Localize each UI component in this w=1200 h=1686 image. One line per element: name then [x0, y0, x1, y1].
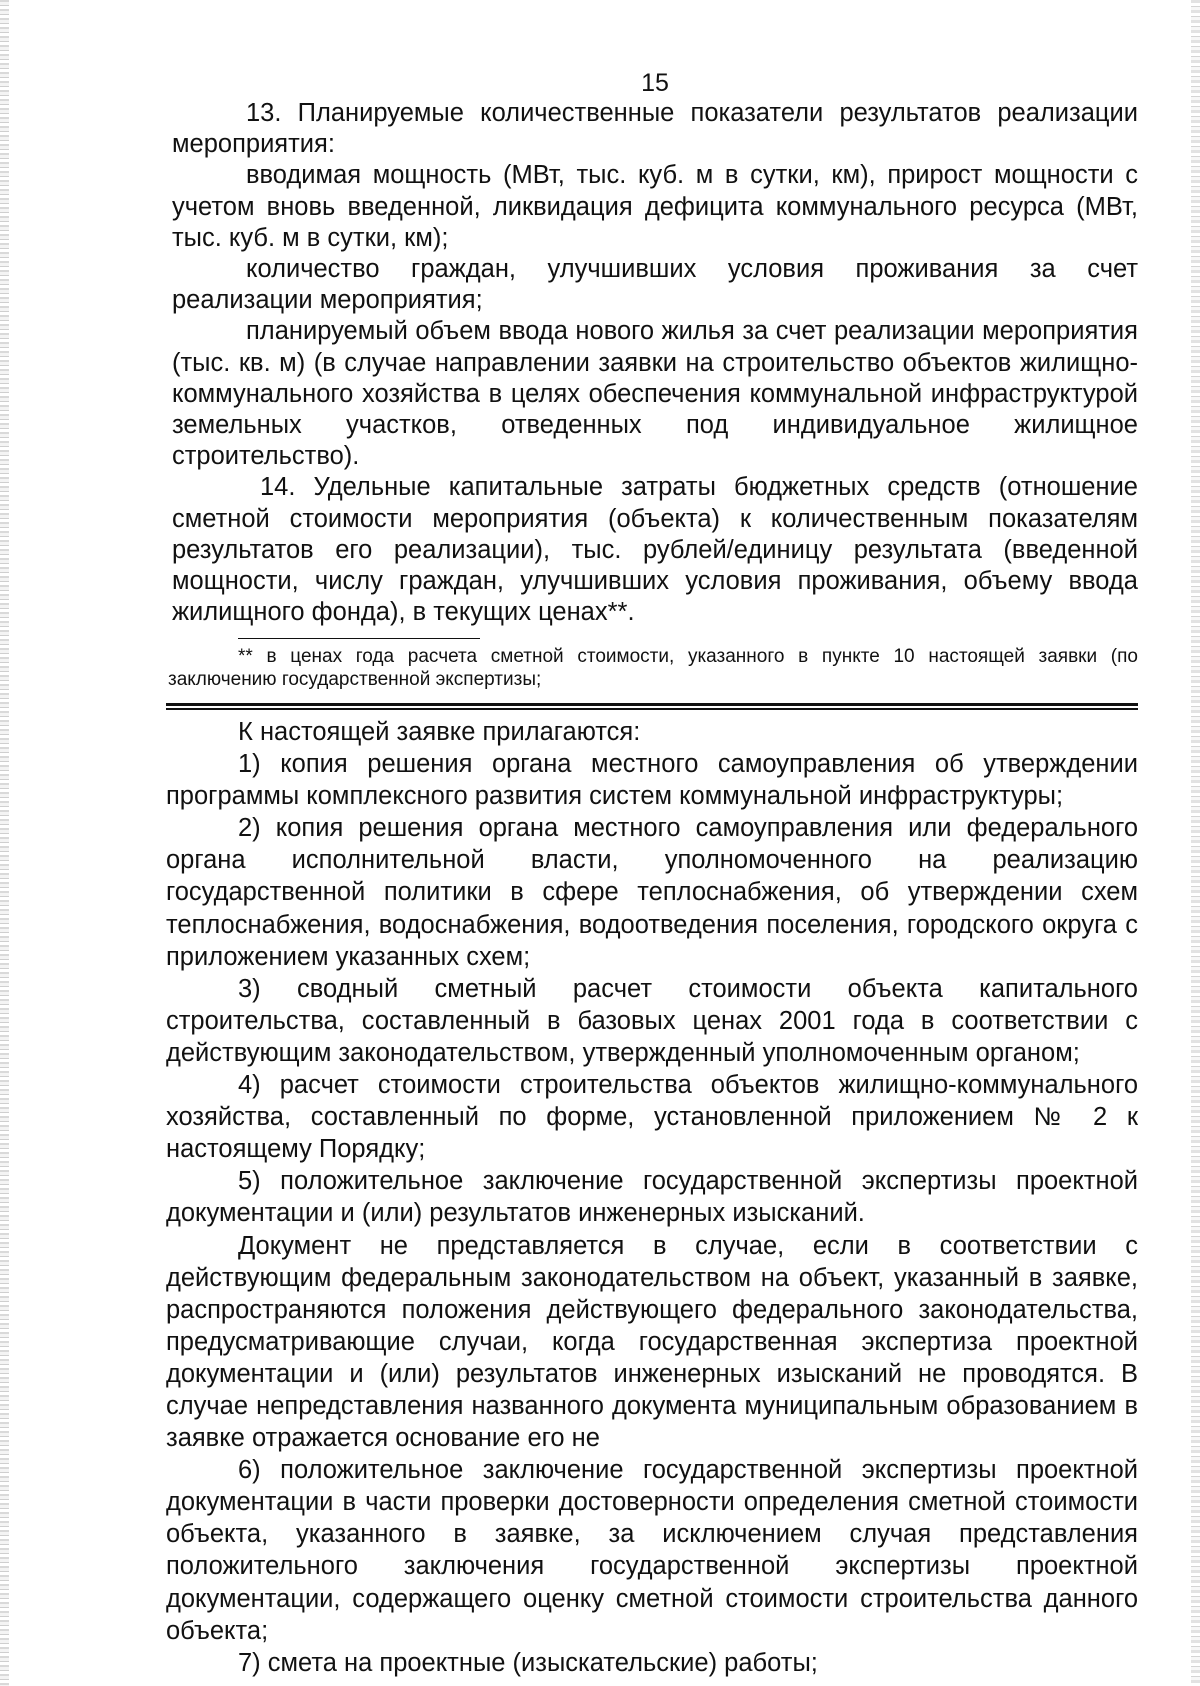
body-text-bottom	[166, 716, 1138, 1679]
footnote-text: ** в ценах года расчета сметной стоимости, указанного в пункте 10 настоящей заявки (по заключению государственной экспертизы;	[168, 646, 1138, 690]
scan-edge-left	[0, 0, 9, 1686]
scan-edge-right	[1191, 0, 1200, 1686]
body-text-top	[172, 98, 1138, 628]
footnote-separator	[238, 638, 480, 639]
attachment-item-1: 1) копия решения органа местного самоуправления об утверждении программы комплексного развития систем коммунальной инфраструктуры;	[166, 750, 1138, 811]
paragraph-item-14: 14. Удельные капитальные затраты бюджетных средств (отношение сметной стоимости мероприятия (объекта) к количественным показателям результатов его реализации), тыс. рублей/единицу результата (введенной мощности, числу граждан, улучшивших условия проживания, объему ввода жилищного фонда), в текущих ценах**.	[172, 473, 1138, 627]
page-number: 15	[641, 69, 669, 97]
paragraph-attachments-heading: К настоящей заявке прилагаются:	[238, 718, 641, 746]
paragraph-document-exception: Документ не представляется в случае, если в соответствии с действующим федеральным законодательством на объект, указанный в заявке, распространяются положения действующего федерального законодательства, предусматривающие случаи, когда государственная экспертиза проектной документации и (или) результатов инженерных изысканий не проводятся. В случае непредставления названного документа муниципальным образованием в заявке отражается основание его не	[166, 1231, 1138, 1453]
attachment-item-5: 5) положительное заключение государственной экспертизы проектной документации и (или) результатов инженерных изысканий.	[166, 1167, 1138, 1228]
paragraph-power: вводимая мощность (МВт, тыс. куб. м в сутки, км), прирост мощности с учетом вновь введенной, ликвидация дефицита коммунального ресурса (МВт, тыс. куб. м в сутки, км);	[172, 161, 1138, 252]
attachment-item-6: 6) положительное заключение государственной экспертизы проектной документации в части проверки достоверности определения сметной стоимости объекта, указанного в заявке, за исключением случая представления положительного заключения государственной экспертизы проектной документации, содержащего оценку сметной стоимости строительства данного объекта;	[166, 1456, 1138, 1645]
footnote-block	[168, 638, 1138, 691]
attachment-item-7: 7) смета на проектные (изыскательские) работы;	[238, 1648, 818, 1677]
paragraph-citizens: количество граждан, улучшивших условия проживания за счет реализации мероприятия;	[172, 255, 1138, 315]
double-rule-divider	[166, 703, 1138, 710]
attachment-item-3: 3) сводный сметный расчет стоимости объекта капитального строительства, составленный в базовых ценах 2001 года в соответствии с действующим законодательством, утвержденный уполномоченным органом;	[166, 974, 1138, 1067]
paragraph-housing: планируемый объем ввода нового жилья за счет реализации мероприятия (тыс. кв. м) (в случае направлении заявки на строительство объектов жилищно-коммунального хозяйства в целях обеспечения коммунальной инфраструктурой земельных участков, отведенных под индивидуальное жилищное строительство).	[172, 317, 1138, 471]
attachment-item-2: 2) копия решения органа местного самоуправления или федерального органа исполнительной власти, уполномоченного на реализацию государственной политики в сфере теплоснабжения, об утверждении схем теплоснабжения, водоснабжения, водоотведения поселения, городского округа с приложением указанных схем;	[166, 814, 1138, 971]
attachment-item-4: 4) расчет стоимости строительства объектов жилищно-коммунального хозяйства, составленный по форме, установленной приложением № 2 к настоящему Порядку;	[166, 1071, 1138, 1164]
paragraph-item-13: 13. Планируемые количественные показатели результатов реализации мероприятия:	[172, 99, 1138, 159]
